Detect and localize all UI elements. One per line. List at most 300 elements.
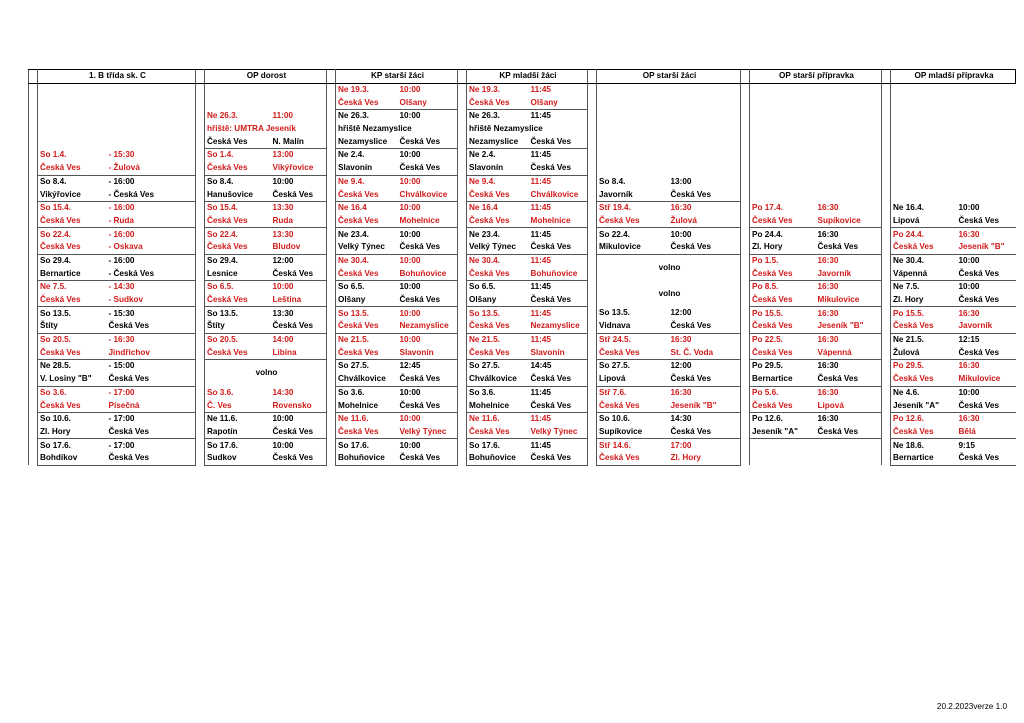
away-team: Zl. Hory (669, 452, 741, 465)
match-time: 12:15 (958, 335, 980, 345)
match-time: - 17:00 (108, 440, 135, 450)
volno-cell: volno (658, 262, 681, 272)
column-gap (741, 281, 750, 307)
home-team: Česká Ves (467, 320, 529, 333)
match-time: 10:00 (399, 111, 421, 121)
match-date: So 29.4. (207, 255, 238, 265)
home-team: V. Losiny "B" (38, 373, 107, 386)
column-gap (882, 254, 891, 280)
column-gap (29, 228, 38, 254)
match-date: So 6.5. (338, 282, 365, 292)
column-gap (327, 439, 336, 465)
match-date: So 27.5. (469, 361, 500, 371)
home-team: Chválkovice (336, 373, 398, 386)
home-team: Česká Ves (205, 294, 271, 307)
away-team: Vikýřovice (271, 162, 327, 175)
version-label: 20.2.2023verze 1.0 (936, 702, 1007, 711)
column-gap (458, 228, 467, 254)
column-gap (882, 228, 891, 254)
empty-cell (891, 175, 1016, 201)
column-gap (588, 70, 597, 84)
match-date: Ne 16.4 (469, 203, 498, 213)
column-gap (327, 149, 336, 175)
away-team: Česká Ves (957, 294, 1016, 307)
match-date: Stř 24.5. (599, 335, 631, 345)
home-team: Mohelnice (467, 399, 529, 412)
match-time: 16:30 (817, 308, 839, 318)
home-team: Česká Ves (336, 346, 398, 359)
column-gap (29, 412, 38, 438)
empty-cell (750, 110, 882, 149)
match-date: So 27.5. (338, 361, 369, 371)
column-gap (882, 83, 891, 109)
match-date: So 22.4. (40, 229, 71, 239)
match-date: Stř 19.4. (599, 203, 631, 213)
column-gap (327, 175, 336, 201)
header-op-starsi-zaci: OP starší žáci (597, 70, 741, 84)
away-team: Bludov (271, 241, 327, 254)
match-time: 16:30 (817, 202, 839, 212)
match-time: 10:00 (272, 414, 294, 424)
schedule-row-line (29, 439, 1016, 452)
column-gap (588, 386, 597, 412)
home-team: Česká Ves (750, 320, 816, 333)
schedule-row-line (29, 307, 1016, 320)
home-team: Česká Ves (467, 96, 529, 109)
schedule-sheet (28, 69, 1016, 466)
match-time: 11:45 (530, 440, 551, 450)
header-row (29, 70, 1016, 84)
match-time: 16:30 (817, 229, 839, 239)
match-date: Ne 4.6. (893, 387, 920, 397)
match-time: 17:00 (670, 440, 692, 450)
match-date: So 29.4. (40, 255, 71, 265)
match-date: Ne 23.4. (469, 229, 500, 239)
home-team: Nezamyslice (467, 135, 529, 148)
header-op-starsi-pripravka: OP starší přípravka (750, 70, 882, 84)
away-team: Česká Ves (669, 426, 741, 439)
match-time: 11:45 (530, 414, 551, 424)
home-team: Javorník (597, 188, 669, 201)
column-gap (327, 83, 336, 109)
away-team: Vápenná (816, 346, 882, 359)
away-team: Česká Ves (398, 162, 458, 175)
match-time: 10:00 (399, 150, 421, 160)
away-team: Česká Ves (957, 215, 1016, 228)
home-team: Lipová (891, 215, 957, 228)
column-gap (458, 149, 467, 175)
away-team: St. Č. Voda (669, 346, 741, 359)
schedule-table (28, 69, 1016, 466)
away-team: Jeseník "B" (957, 241, 1016, 254)
match-date: So 17.6. (469, 440, 500, 450)
column-gap (327, 254, 336, 280)
schedule-row-line (29, 241, 1016, 254)
header-op-dorost: OP dorost (205, 70, 327, 84)
match-date: So 17.6. (40, 440, 71, 450)
match-date: Ne 9.4. (338, 176, 365, 186)
column-gap (29, 439, 38, 465)
home-team: Česká Ves (336, 320, 398, 333)
match-time: 16:30 (958, 414, 980, 424)
column-gap (196, 228, 205, 254)
away-team: Mikulovice (957, 373, 1016, 386)
away-team: Česká Ves (957, 452, 1016, 465)
column-gap (458, 70, 467, 84)
home-team: Bohuňovice (467, 452, 529, 465)
home-team: Velký Týnec (336, 241, 398, 254)
column-gap (196, 412, 205, 438)
column-gap (588, 360, 597, 386)
match-time: 10:00 (272, 440, 294, 450)
home-team: Česká Ves (750, 294, 816, 307)
away-team: Rovensko (271, 399, 327, 412)
match-time: 10:00 (399, 229, 421, 239)
match-date: Po 29.5. (893, 361, 924, 371)
match-date: Ne 11.6. (469, 414, 500, 424)
away-team: Česká Ves (669, 373, 741, 386)
away-team: Ruda (271, 215, 327, 228)
home-team: Chválkovice (467, 373, 529, 386)
match-date: Ne 7.5. (893, 282, 920, 292)
away-team: Česká Ves (816, 426, 882, 439)
home-team: Česká Ves (205, 215, 271, 228)
match-time: 11:45 (530, 255, 551, 265)
away-team: - Oskava (107, 241, 196, 254)
venue-note: hřiště: UMTRA Jeseník (207, 124, 296, 134)
match-time: 16:30 (817, 387, 839, 397)
header-kp-starsi: KP starší žáci (336, 70, 458, 84)
column-gap (327, 333, 336, 359)
away-team: N. Malín (271, 135, 327, 148)
column-gap (29, 254, 38, 280)
schedule-row-line (29, 333, 1016, 346)
home-team: Česká Ves (205, 346, 271, 359)
empty-cell (750, 439, 882, 465)
schedule-row-line (29, 426, 1016, 439)
away-team: Nezamyslice (529, 320, 588, 333)
home-team: Česká Ves (891, 241, 957, 254)
away-team: Slavonín (529, 346, 588, 359)
match-date: Ne 2.4. (338, 150, 365, 160)
match-date: Po 15.5. (752, 308, 783, 318)
column-gap (882, 70, 891, 84)
home-team: Bohdíkov (38, 452, 107, 465)
match-time: 13:00 (272, 150, 294, 160)
column-gap (458, 360, 467, 386)
column-gap (196, 281, 205, 307)
match-time: 10:00 (399, 335, 421, 345)
away-team: Česká Ves (398, 373, 458, 386)
match-time: 11:45 (530, 85, 551, 95)
match-date: So 3.6. (338, 387, 365, 397)
away-team: Mohelnice (529, 215, 588, 228)
away-team: Česká Ves (529, 373, 588, 386)
schedule-row-line (29, 201, 1016, 214)
column-gap (327, 307, 336, 333)
column-gap (741, 439, 750, 465)
column-gap (741, 175, 750, 201)
match-time: 10:00 (399, 282, 421, 292)
schedule-row-line (29, 149, 1016, 162)
away-team: Mohelnice (398, 215, 458, 228)
match-time: - 17:00 (108, 414, 135, 424)
match-time: 12:00 (670, 361, 692, 371)
column-gap (741, 70, 750, 84)
home-team: Česká Ves (467, 346, 529, 359)
home-team: Vikýřovice (38, 188, 107, 201)
match-time: 13:30 (272, 308, 294, 318)
column-gap (196, 175, 205, 201)
column-gap (588, 228, 597, 254)
column-gap (588, 175, 597, 201)
away-team: Nezamyslice (398, 320, 458, 333)
match-time: - 16:00 (108, 229, 135, 239)
schedule-row-line (29, 267, 1016, 280)
match-date: Ne 30.4. (338, 255, 369, 265)
schedule-row-line (29, 399, 1016, 412)
column-gap (29, 281, 38, 307)
away-team: Slavonín (398, 346, 458, 359)
column-gap (741, 228, 750, 254)
away-team: Olšany (529, 96, 588, 109)
home-team: Česká Ves (38, 294, 107, 307)
away-team: Česká Ves (398, 452, 458, 465)
column-gap (196, 360, 205, 386)
column-gap (29, 83, 38, 109)
match-time: 16:30 (817, 361, 839, 371)
match-date: So 13.5. (338, 308, 369, 318)
column-gap (882, 307, 891, 333)
column-gap (458, 412, 467, 438)
column-gap (458, 83, 467, 109)
match-date: Ne 7.5. (40, 282, 67, 292)
match-date: So 22.4. (207, 229, 238, 239)
match-time: 10:00 (670, 229, 692, 239)
schedule-row-line (29, 215, 1016, 228)
away-team: Česká Ves (816, 373, 882, 386)
column-gap (29, 149, 38, 175)
away-team: Mikulovice (816, 294, 882, 307)
column-gap (741, 360, 750, 386)
home-team: Olšany (467, 294, 529, 307)
match-time: 10:00 (958, 255, 980, 265)
empty-cell (205, 83, 327, 109)
away-team: Česká Ves (271, 267, 327, 280)
match-date: So 13.5. (40, 308, 71, 318)
column-gap (196, 307, 205, 333)
match-date: Ne 26.3. (338, 111, 369, 121)
match-time: - 15:30 (108, 308, 135, 318)
match-time: 12:45 (399, 361, 421, 371)
column-gap (458, 281, 467, 307)
match-time: - 15:00 (108, 361, 135, 371)
schedule-row-line (29, 360, 1016, 373)
away-team: Bohuňovice (529, 267, 588, 280)
column-gap (29, 307, 38, 333)
away-team: - Česká Ves (107, 267, 196, 280)
away-team: Bohuňovice (398, 267, 458, 280)
home-team: Česká Ves (38, 241, 107, 254)
column-gap (196, 254, 205, 280)
away-team: Bělá (957, 426, 1016, 439)
away-team: - Ruda (107, 215, 196, 228)
column-gap (327, 281, 336, 307)
home-team: Česká Ves (467, 188, 529, 201)
match-time: 16:30 (817, 414, 839, 424)
match-date: Ne 19.3. (338, 85, 369, 95)
column-gap (29, 201, 38, 227)
match-time: 11:45 (530, 282, 551, 292)
match-time: 14:30 (272, 387, 294, 397)
match-time: 12:00 (272, 255, 294, 265)
match-date: So 13.5. (599, 308, 630, 318)
volno-cell: volno (255, 368, 278, 378)
column-gap (29, 70, 38, 84)
home-team: Mohelnice (336, 399, 398, 412)
home-team: Velký Týnec (467, 241, 529, 254)
away-team: Česká Ves (529, 241, 588, 254)
away-team: Chválkovice (529, 188, 588, 201)
away-team: Česká Ves (957, 267, 1016, 280)
home-team: Vidnava (597, 320, 669, 333)
home-team: Česká Ves (38, 399, 107, 412)
schedule-row-line (29, 254, 1016, 267)
match-date: Po 1.5. (752, 255, 779, 265)
match-time: - 15:30 (108, 150, 135, 160)
match-time: - 17:00 (108, 387, 135, 397)
home-team: Česká Ves (336, 96, 398, 109)
empty-cell (597, 149, 741, 175)
home-team: Štíty (205, 320, 271, 333)
match-time: 11:45 (530, 387, 551, 397)
match-date: Ne 23.4. (338, 229, 369, 239)
away-team: Lipová (816, 399, 882, 412)
schedule-row-line (29, 386, 1016, 399)
match-date: Po 24.4. (752, 229, 783, 239)
column-gap (588, 307, 597, 333)
empty-cell (597, 110, 741, 149)
column-gap (741, 149, 750, 175)
column-gap (196, 110, 205, 149)
home-team: Lesnice (205, 267, 271, 280)
match-date: So 8.4. (599, 176, 626, 186)
home-team: Lipová (597, 373, 669, 386)
schedule-row-line (29, 228, 1016, 241)
match-time: 13:30 (272, 203, 294, 213)
away-team: Česká Ves (669, 188, 741, 201)
column-gap (882, 386, 891, 412)
away-team: Leština (271, 294, 327, 307)
match-time: 16:30 (670, 203, 692, 213)
home-team: Supíkovice (597, 426, 669, 439)
match-time: 10:00 (958, 202, 980, 212)
match-date: So 20.5. (40, 335, 71, 345)
column-gap (741, 254, 750, 280)
home-team: Česká Ves (750, 346, 816, 359)
home-team: Štíty (38, 320, 107, 333)
match-time: 14:00 (272, 335, 294, 345)
column-gap (882, 149, 891, 175)
home-team: Zl. Hory (891, 294, 957, 307)
column-gap (588, 201, 597, 227)
match-time: 16:30 (817, 282, 839, 292)
match-date: Stř 7.6. (599, 387, 627, 397)
away-team: Jeseník "B" (669, 399, 741, 412)
match-date: Ne 21.5. (469, 335, 500, 345)
column-gap (196, 439, 205, 465)
away-team: Česká Ves (107, 373, 196, 386)
empty-cell (750, 149, 882, 175)
away-team: Česká Ves (957, 399, 1016, 412)
column-gap (458, 307, 467, 333)
away-team: Česká Ves (271, 426, 327, 439)
schedule-row-line (29, 294, 1016, 307)
match-time: 11:45 (530, 176, 551, 186)
column-gap (588, 110, 597, 149)
match-time: 10:00 (399, 414, 421, 424)
match-date: Po 5.6. (752, 387, 779, 397)
match-time: 9:15 (958, 440, 975, 450)
home-team: Bernartice (891, 452, 957, 465)
empty-cell (597, 83, 741, 109)
match-date: So 17.6. (338, 440, 369, 450)
schedule-row-line (29, 320, 1016, 333)
away-team: Česká Ves (271, 188, 327, 201)
header-op-mladsi-pripravka: OP mladší přípravka (891, 70, 1016, 84)
match-time: 10:00 (272, 176, 294, 186)
away-team: Česká Ves (107, 320, 196, 333)
home-team: Česká Ves (750, 267, 816, 280)
column-gap (327, 110, 336, 149)
column-gap (882, 412, 891, 438)
home-team: Česká Ves (597, 399, 669, 412)
match-date: So 10.6. (599, 414, 630, 424)
column-gap (588, 412, 597, 438)
column-gap (458, 201, 467, 227)
column-gap (882, 360, 891, 386)
match-date: So 1.4. (40, 150, 67, 160)
home-team: Slavonín (336, 162, 398, 175)
match-date: So 20.5. (207, 335, 238, 345)
match-date: Po 12.6. (752, 414, 783, 424)
match-time: 11:45 (530, 111, 551, 121)
empty-cell (891, 110, 1016, 149)
match-date: Po 22.5. (752, 335, 783, 345)
home-team: Česká Ves (205, 135, 271, 148)
away-team: Česká Ves (107, 452, 196, 465)
match-time: 10:00 (958, 387, 980, 397)
empty-cell (891, 149, 1016, 175)
column-gap (327, 386, 336, 412)
match-date: Ne 11.6. (338, 414, 369, 424)
column-gap (29, 333, 38, 359)
column-gap (458, 254, 467, 280)
match-time: 11:00 (272, 111, 293, 121)
match-time: 11:45 (530, 203, 551, 213)
match-time: 14:45 (530, 361, 552, 371)
match-date: Ne 16.4. (893, 202, 924, 212)
away-team: Česká Ves (957, 346, 1016, 359)
home-team: Č. Ves (205, 399, 271, 412)
match-date: Ne 21.5. (338, 335, 369, 345)
home-team: Jeseník "A" (750, 426, 816, 439)
empty-cell (38, 110, 196, 149)
match-date: Po 24.4. (893, 229, 924, 239)
match-date: Po 29.5. (752, 361, 783, 371)
match-date: So 10.6. (40, 414, 71, 424)
away-team: Česká Ves (398, 294, 458, 307)
